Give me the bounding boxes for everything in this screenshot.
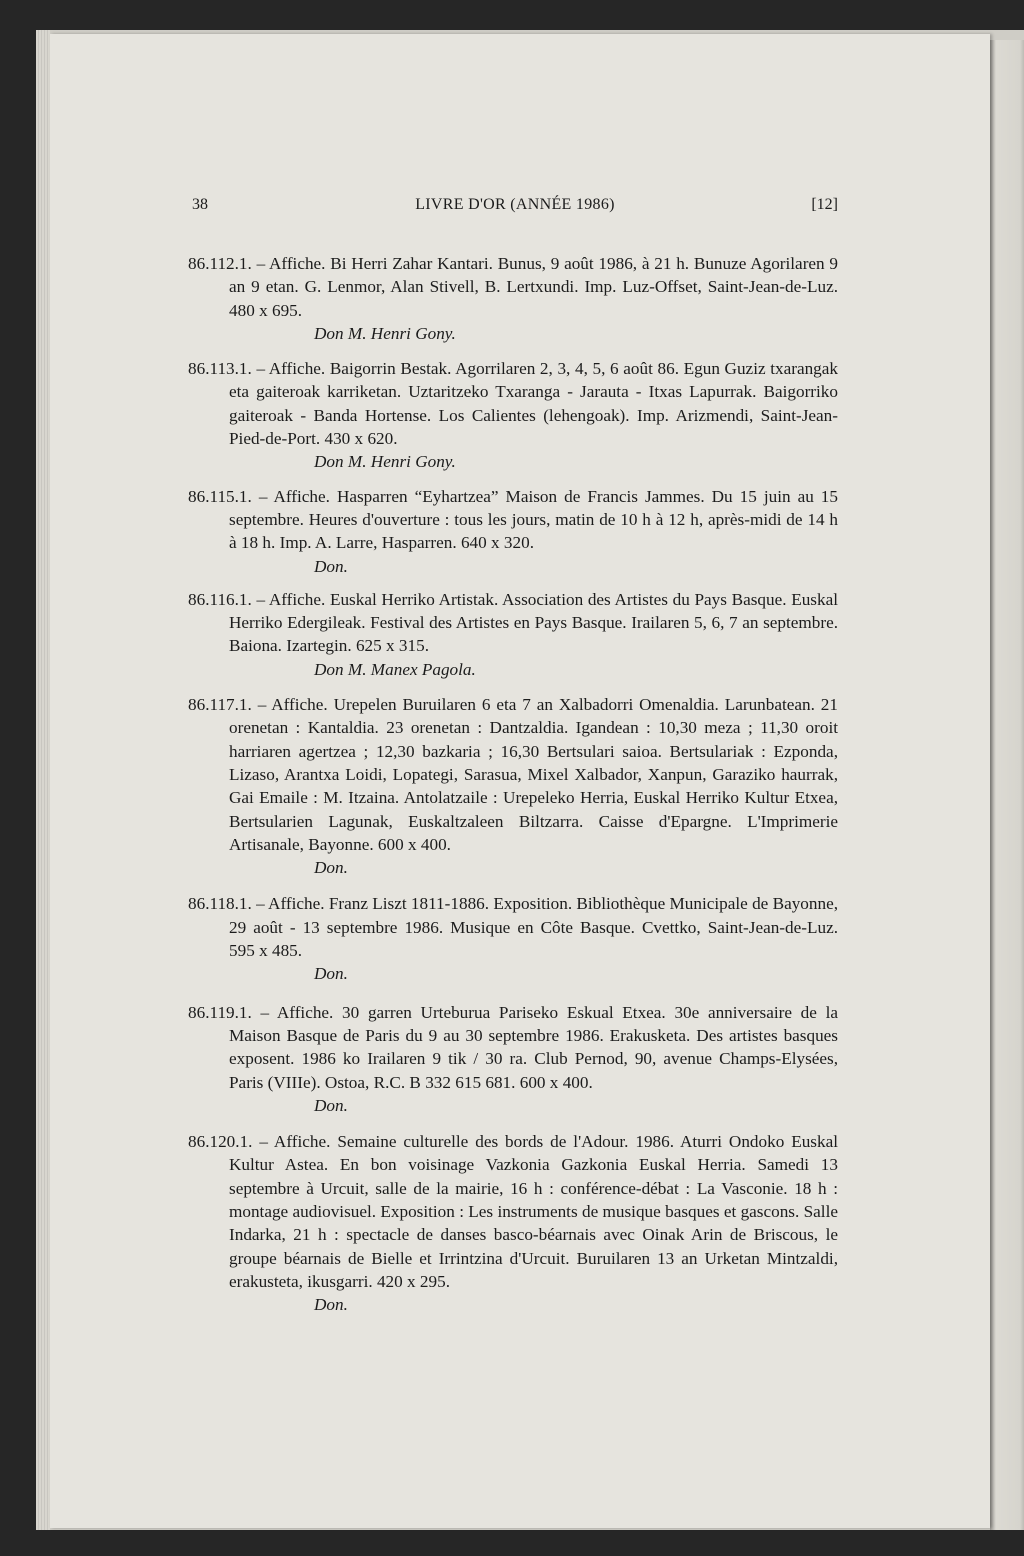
entry-donor: Don M. Manex Pagola. xyxy=(314,659,476,679)
entry-donor: Don M. Henri Gony. xyxy=(314,323,456,343)
facing-page-edge xyxy=(990,40,1024,1530)
entry-text: 86.112.1. – Affiche. Bi Herri Zahar Kantari. Bunus, 9 août 1986, à 21 h. Bunuze Agorilaren 9 an 9 etan. G. Lenmor, Alan Stivell, B. Lertxundi. Imp. Luz-Offset, Saint-Jean-de-Luz. 480 x 695. xyxy=(188,254,838,320)
catalogue-entry xyxy=(188,892,838,985)
running-header xyxy=(192,196,838,220)
catalogue-entry xyxy=(188,485,838,578)
page-number: 38 xyxy=(192,196,208,213)
catalogue-entry xyxy=(188,357,838,473)
entry-donor: Don. xyxy=(314,1295,348,1315)
entry-donor: Don M. Henri Gony. xyxy=(314,452,456,472)
running-title: LIVRE D'OR (ANNÉE 1986) xyxy=(415,196,615,213)
section-marker: [12] xyxy=(811,196,838,213)
entry-donor: Don. xyxy=(314,858,348,878)
catalogue-entry xyxy=(188,1130,838,1316)
catalogue-entry xyxy=(188,588,838,681)
entry-text: 86.115.1. – Affiche. Hasparren “Eyhartzea” Maison de Francis Jammes. Du 15 juin au 15 septembre. Heures d'ouverture : tous les jours, matin de 10 h à 12 h, après-midi de 14 h à 18 h. Imp. A. Larre, Hasparren. 640 x 320. xyxy=(188,486,838,553)
entry-text: 86.117.1. – Affiche. Urepelen Buruilaren 6 eta 7 an Xalbadorri Omenaldia. Larunbatean. 21 orenetan : Kantaldia. 23 orenetan : Dantzaldia. Igandean : 10,30 meza ; 11,30 oroit harriaren agertzea ; 12,30 bazkaria ; 16,30 Bertsulari saioa. Bertsulariak : Ezponda, Lizaso, Arantxa Loidi, Lopategi, Sarasua, Mixel Xalbador, Xanpun, Garaziko haurrak, Gai Emaile : M. Itzaina. Antolatzaile : Urepeleko Herria, Euskal Herriko Kultur Etxea, Bertsularien Lagunak, Euskaltzaleen Biltzarra. Caisse d'Epargne. L'Imprimerie Artisanale, Bayonne. 600 x 400. xyxy=(188,695,838,854)
entry-text: 86.113.1. – Affiche. Baigorrin Bestak. Agorrilaren 2, 3, 4, 5, 6 août 86. Egun Guziz txarangak eta gaiteroak karriketan. Uztaritzeko Txaranga - Jarauta - Itxas Lapurrak. Baigorriko gaiteroak - Banda Hortense. Los Calientes (lehengoak). Imp. Arizmendi, Saint-Jean-Pied-de-Port. 430 x 620. xyxy=(188,359,838,449)
entry-text: 86.120.1. – Affiche. Semaine culturelle des bords de l'Adour. 1986. Aturri Ondoko Euskal Kultur Astea. En bon voisinage Vazkonia Gazkonia Euskal Herria. Samedi 13 septembre à Urcuit, salle de la mairie, 16 h : conférence-débat : La Vasconie. 18 h : montage audiovisuel. Exposition : Les instruments de musique basques et gascons. Salle Indarka, 21 h : spectacle de danses basco-béarnais avec Oinak Arin de Briscous, le groupe béarnais de Bielle et Irrintzina d'Urcuit. Buruilaren 13 an Urketan Mintzaldi, erakusteta, ikusgarri. 420 x 295. xyxy=(188,1132,838,1291)
entry-text: 86.118.1. – Affiche. Franz Liszt 1811-1886. Exposition. Bibliothèque Municipale de Bayonne, 29 août - 13 septembre 1986. Musique en Côte Basque. Cvettko, Saint-Jean-de-Luz. 595 x 485. xyxy=(188,894,838,961)
entry-donor: Don. xyxy=(314,556,348,576)
catalogue-entry xyxy=(188,1001,838,1117)
entry-text: 86.116.1. – Affiche. Euskal Herriko Artistak. Association des Artistes du Pays Basque. Euskal Herriko Edergileak. Festival des Artistes en Pays Basque. Irailaren 5, 6, 7 an septembre. Baiona. Izartegin. 625 x 315. xyxy=(188,589,838,656)
catalogue-entry xyxy=(188,252,838,345)
catalogue-entry xyxy=(188,693,838,879)
entry-text: 86.119.1. – Affiche. 30 garren Urteburua Pariseko Eskual Etxea. 30e anniversaire de la Maison Basque de Paris du 9 au 30 septembre 1986. Erakusketa. Des artistes basques exposent. 1986 ko Irailaren 9 tik / 30 ra. Club Pernod, 90, avenue Champs-Elysées, Paris (VIIIe). Ostoa, R.C. B 332 615 681. 600 x 400. xyxy=(188,1002,838,1092)
entry-donor: Don. xyxy=(314,964,348,984)
catalogue-entries xyxy=(188,252,838,1326)
entry-donor: Don. xyxy=(314,1095,348,1115)
